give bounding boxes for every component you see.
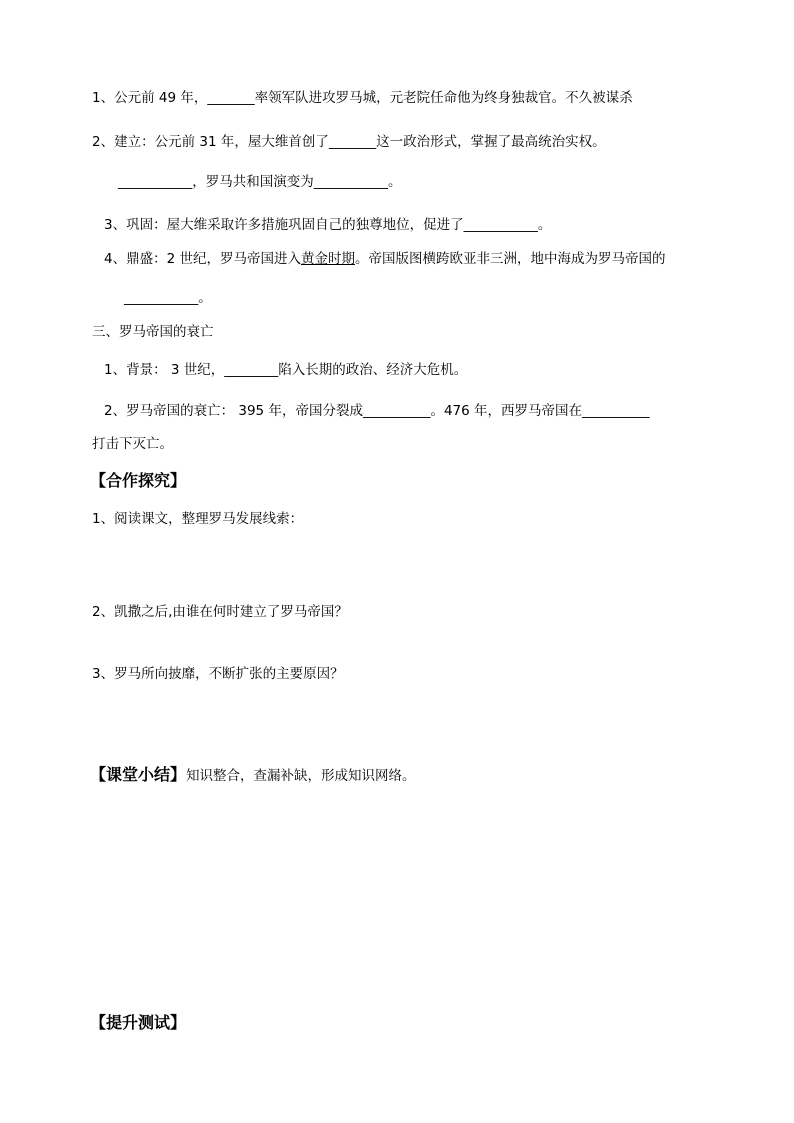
golden-age-underlined: 黄金时期 bbox=[300, 251, 355, 267]
item-peak-continuation: ___________。 bbox=[124, 290, 212, 306]
class-summary-note: 知识整合，查漏补缺，形成知识网络。 bbox=[186, 768, 416, 784]
section-decline-title: 三、罗马帝国的衰亡 bbox=[92, 324, 214, 340]
question-1: 1、阅读课文，整理罗马发展线索： bbox=[92, 511, 304, 527]
item-decline-line: 2、罗马帝国的衰亡： 395 年，帝国分裂成__________。476 年，西罗马帝国在__________ bbox=[104, 403, 650, 419]
item-background-line: 1、背景： 3 世纪，________陷入长期的政治、经济大危机。 bbox=[104, 362, 468, 378]
item-consolidate-line: 3、巩固：屋大维采取许多措施巩固自己的独尊地位，促进了___________。 bbox=[104, 217, 552, 233]
item-caesar-line: 1、公元前 49 年，_______率领军队进攻罗马城，元老院任命他为终身独裁官。不久被谋杀 bbox=[92, 90, 633, 106]
heading-improvement-test: 【提升测试】 bbox=[90, 1013, 187, 1032]
item-establish-continuation: ___________，罗马共和国演变为___________。 bbox=[118, 174, 402, 190]
class-summary-title: 【课堂小结】 bbox=[90, 765, 187, 784]
peak-text-suffix: 。帝国版图横跨欧亚非三洲，地中海成为罗马帝国的 bbox=[354, 251, 666, 267]
heading-class-summary bbox=[90, 764, 416, 787]
item-decline-continuation: 打击下灭亡。 bbox=[92, 436, 173, 452]
question-2: 2、凯撒之后,由谁在何时建立了罗马帝国？ bbox=[92, 604, 348, 620]
peak-text-prefix: 4、鼎盛：2 世纪，罗马帝国进入 bbox=[104, 251, 301, 267]
question-3: 3、罗马所向披靡，不断扩张的主要原因？ bbox=[92, 666, 344, 682]
heading-cooperative-inquiry: 【合作探究】 bbox=[90, 471, 187, 490]
item-peak-line bbox=[104, 249, 665, 269]
item-establish-line: 2、建立：公元前 31 年，屋大维首创了_______这一政治形式，掌握了最高统治实权。 bbox=[92, 134, 606, 150]
